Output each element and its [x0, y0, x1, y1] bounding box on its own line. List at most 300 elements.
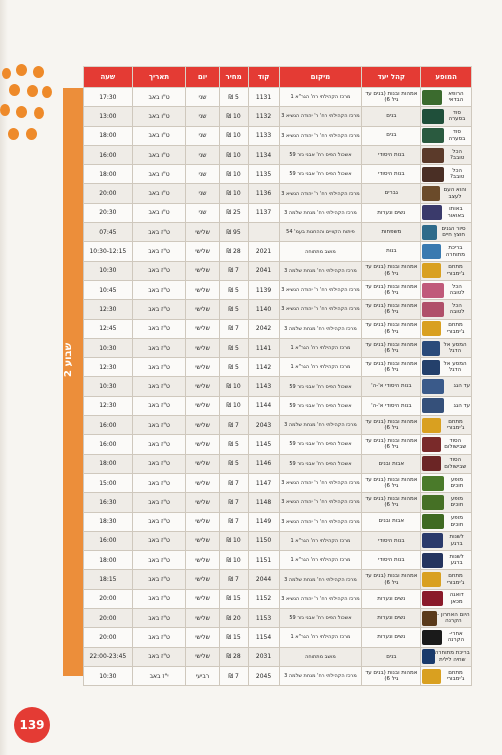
show-cell — [421, 454, 472, 473]
venue-cell: מרכז הקהילתי רח' ר' יהודה הנשיא 3 — [279, 493, 362, 512]
show-cell — [421, 242, 472, 261]
show-poster-thumbnail — [422, 514, 444, 529]
show-cell — [421, 145, 472, 164]
show-cell — [421, 628, 472, 647]
day-cell: שני — [186, 88, 219, 107]
price-cell: 10 ₪ — [219, 377, 248, 396]
audience-cell: אבות ובנים — [362, 512, 421, 531]
table-row — [84, 493, 472, 512]
code-cell: 2031 — [248, 647, 279, 666]
show-name: הכל טובב? — [449, 148, 465, 162]
code-cell: 1148 — [248, 493, 279, 512]
time-cell: 16:00 — [84, 435, 133, 454]
show-name: הסוד שבישולום — [444, 457, 467, 470]
day-cell: רביעי — [186, 666, 219, 685]
time-cell: 18:00 — [84, 165, 133, 184]
date-cell: ט"ז באב — [132, 396, 186, 415]
show-name: והוא העם לעצב — [443, 187, 467, 200]
time-cell: 16:30 — [84, 493, 133, 512]
code-cell: 1136 — [248, 184, 279, 203]
show-cell — [421, 338, 472, 357]
price-cell: 95 ₪ — [219, 223, 248, 242]
venue-cell: מרכז הקהילתי רח' ר' יהודה הנשיא 3 — [279, 512, 362, 531]
code-cell: 2043 — [248, 416, 279, 435]
time-cell: 10:30 — [84, 377, 133, 396]
audience-cell: בנים — [362, 126, 421, 145]
time-cell: 20:00 — [84, 628, 133, 647]
show-cell — [421, 570, 472, 589]
show-name: מתחם ג'ימבורי — [446, 264, 465, 277]
column-header: המופע — [421, 67, 472, 88]
table-row — [84, 628, 472, 647]
code-cell: 1145 — [248, 435, 279, 454]
audience-cell: בנים — [362, 647, 421, 666]
day-cell: שלישי — [186, 223, 219, 242]
date-cell: ט"ז באב — [132, 280, 186, 299]
time-cell: 12:30 — [84, 300, 133, 319]
show-poster-thumbnail — [422, 186, 440, 201]
day-cell: שלישי — [186, 242, 219, 261]
audience-cell: אמהות ובנות (בנים עד גיל 6) — [362, 280, 421, 299]
venue-cell: מרכז הקהילתי רח' הגר"א 1 — [279, 88, 362, 107]
show-poster-thumbnail — [422, 283, 444, 298]
audience-cell: אמהות ובנות (בנים עד גיל 6) — [362, 338, 421, 357]
price-cell: 7 ₪ — [219, 319, 248, 338]
show-poster-thumbnail — [422, 244, 440, 259]
venue-cell: אשכול הפיס רח' אבני נזר 59 — [279, 165, 362, 184]
table-body — [84, 88, 472, 686]
code-cell: 1143 — [248, 377, 279, 396]
show-name: הכל לטובה — [449, 302, 465, 316]
table-row — [84, 107, 472, 126]
show-name: מתחם ג'ימבורי — [446, 418, 465, 432]
price-cell: 5 ₪ — [219, 280, 248, 299]
day-cell: שלישי — [186, 531, 219, 550]
price-cell: 5 ₪ — [219, 454, 248, 473]
show-poster-thumbnail — [422, 495, 444, 510]
price-cell: 10 ₪ — [219, 126, 248, 145]
day-cell: שלישי — [186, 416, 219, 435]
day-cell: שלישי — [186, 493, 219, 512]
time-cell: 18:00 — [84, 454, 133, 473]
dot — [16, 106, 27, 118]
dot — [0, 104, 10, 116]
venue-cell: מרכז הקהילתי רח' ר' יהודה הנשיא 3 — [279, 473, 362, 492]
decorative-dots — [0, 60, 60, 180]
venue-cell: מרכז הקהילתי רח' מנחת שלמה 3 — [279, 416, 362, 435]
show-name: מתחם ג'ימבורי — [446, 322, 465, 335]
date-cell: ט"ז באב — [132, 319, 186, 338]
show-cell — [421, 223, 472, 242]
show-name: עד הגג — [453, 383, 470, 390]
audience-cell: גברים — [362, 184, 421, 203]
table-row — [84, 377, 472, 396]
show-cell — [421, 358, 472, 377]
date-cell: ט"ז באב — [132, 454, 186, 473]
code-cell: 2021 — [248, 242, 279, 261]
audience-cell: אמהות ובנות (בנים עד גיל 6) — [362, 319, 421, 338]
show-poster-thumbnail — [422, 263, 441, 278]
table-row — [84, 609, 472, 628]
time-cell: 20:30 — [84, 203, 133, 222]
day-cell: שלישי — [186, 300, 219, 319]
show-poster-thumbnail — [422, 649, 434, 664]
price-cell: 28 ₪ — [219, 647, 248, 666]
date-cell: ט"ז באב — [132, 300, 186, 319]
column-header: קהל יעד — [362, 67, 421, 88]
code-cell: 1147 — [248, 473, 279, 492]
day-cell: שני — [186, 107, 219, 126]
audience-cell: נשים ונערות — [362, 589, 421, 608]
table-row — [84, 435, 472, 454]
audience-cell: אמהות ובנות (בנים עד גיל 6) — [362, 261, 421, 280]
show-poster-thumbnail — [422, 476, 444, 491]
week-label: שבוע 2 — [63, 342, 74, 378]
code-cell: 1133 — [248, 126, 279, 145]
venue-cell: אשכול הפיס רח' אבני נזר 59 — [279, 435, 362, 454]
day-cell: שלישי — [186, 261, 219, 280]
day-cell: שני — [186, 203, 219, 222]
day-cell: שלישי — [186, 454, 219, 473]
code-cell: 2041 — [248, 261, 279, 280]
date-cell: ט"ו באב — [132, 88, 186, 107]
show-poster-thumbnail — [422, 591, 443, 606]
code-cell: 1134 — [248, 145, 279, 164]
code-cell: 2045 — [248, 666, 279, 685]
show-poster-thumbnail — [422, 205, 441, 220]
price-cell: 10 ₪ — [219, 531, 248, 550]
show-name: מתחם ג'ימבורי — [446, 669, 465, 683]
show-cell — [421, 107, 472, 126]
price-cell: 7 ₪ — [219, 473, 248, 492]
venue-cell: מרכז הקהילתי רח' הגר"א 1 — [279, 551, 362, 570]
day-cell: שלישי — [186, 512, 219, 531]
time-cell: 10:30 — [84, 338, 133, 357]
venue-cell: מרכז הקהילתי רח' הגר"א 1 — [279, 358, 362, 377]
dot — [26, 128, 37, 140]
day-cell: שלישי — [186, 570, 219, 589]
venue-cell: מרכז הקהילתי רח' מנחת שלמה 3 — [279, 666, 362, 685]
show-poster-thumbnail — [422, 148, 444, 163]
show-cell — [421, 551, 472, 570]
venue-cell: מרכז הקהילתי רח' ר' יהודה הנשיא 3 — [279, 184, 362, 203]
venue-cell: מושב מתתוחה — [279, 647, 362, 666]
show-name: הסוד שבישולום — [444, 437, 467, 451]
venue-cell: מרכז הקהילתי רח' ר' יהודה הנשיא 3 — [279, 107, 362, 126]
table-row — [84, 338, 472, 357]
audience-cell: בנות היסודי א'-ה' — [362, 396, 421, 415]
venue-cell: מרכז הקהילתי רח' ר' יהודה הנשיא 3 — [279, 126, 362, 145]
table-row — [84, 454, 472, 473]
venue-cell: פיתוח הקוויים וההחנות בעמ' 54 — [279, 223, 362, 242]
day-cell: שלישי — [186, 280, 219, 299]
show-cell — [421, 512, 472, 531]
dot — [33, 66, 44, 78]
time-cell: 10:45 — [84, 280, 133, 299]
date-cell: ט"ו באב — [132, 145, 186, 164]
price-cell: 15 ₪ — [219, 589, 248, 608]
show-cell — [421, 126, 472, 145]
audience-cell: אמהות ובנות (בנים עד גיל 6) — [362, 300, 421, 319]
show-poster-thumbnail — [422, 418, 441, 433]
audience-cell: אמהות ובנות (בנים עד גיל 6) — [362, 473, 421, 492]
code-cell: 1152 — [248, 589, 279, 608]
date-cell: ט"ז באב — [132, 512, 186, 531]
audience-cell: אמהות ובנות (בנים עד גיל 6) — [362, 570, 421, 589]
code-cell: 1137 — [248, 203, 279, 222]
venue-cell: אשכול הפיס רח' אבני נזר 59 — [279, 396, 362, 415]
audience-cell: בנות היסודי — [362, 551, 421, 570]
show-cell — [421, 473, 472, 492]
date-cell: ט"ז באב — [132, 223, 186, 242]
dot — [16, 64, 27, 76]
column-header: קוד — [248, 67, 279, 88]
venue-cell: מרכז הקהילתי רח' הגר"א 1 — [279, 628, 362, 647]
code-cell: 1139 — [248, 280, 279, 299]
time-cell: 18:15 — [84, 570, 133, 589]
day-cell: שלישי — [186, 435, 219, 454]
table-row — [84, 184, 472, 203]
day-cell: שלישי — [186, 358, 219, 377]
show-name: סיור הגנים חוצץ חיים — [441, 225, 466, 239]
venue-cell: מרכז הקהילתי רח' מנחת שלמה 3 — [279, 261, 362, 280]
time-cell: 15:00 — [84, 473, 133, 492]
audience-cell: בנות — [362, 242, 421, 261]
audience-cell: אמהות ובנות (בנים עד גיל 6) — [362, 666, 421, 685]
venue-cell: מרכז הקהילתי רח' מנחת שלמה 3 — [279, 203, 362, 222]
venue-cell: מרכז הקהילתי רח' מנחת שלמה 3 — [279, 570, 362, 589]
table-row — [84, 300, 472, 319]
show-name: הכל לטובה — [449, 283, 465, 297]
show-poster-thumbnail — [422, 341, 440, 356]
show-cell — [421, 165, 472, 184]
date-cell: ט"ז באב — [132, 261, 186, 280]
column-header: מיקום — [279, 67, 362, 88]
date-cell: ט"ז באב — [132, 338, 186, 357]
table-row — [84, 473, 472, 492]
code-cell: 1141 — [248, 338, 279, 357]
show-poster-thumbnail — [422, 572, 441, 587]
time-cell: 13:00 — [84, 107, 133, 126]
date-cell: ט"ז באב — [132, 531, 186, 550]
venue-cell: מרכז הקהילתי רח' הגר"א 1 — [279, 531, 362, 550]
audience-cell: בנים — [362, 107, 421, 126]
date-cell: ט"ו באב — [132, 126, 186, 145]
day-cell: שלישי — [186, 396, 219, 415]
show-name: סוד בסערה — [448, 129, 466, 142]
table-row — [84, 242, 472, 261]
price-cell: 5 ₪ — [219, 358, 248, 377]
date-cell: ט"ז באב — [132, 473, 186, 492]
venue-cell: אשכול הפיס רח' אבני נזר 59 — [279, 454, 362, 473]
date-cell: ט"ז באב — [132, 377, 186, 396]
page-number: 139 — [19, 718, 45, 732]
code-cell: 1142 — [248, 358, 279, 377]
audience-cell: נשים ונערות — [362, 609, 421, 628]
time-cell: 10:30-12:15 — [84, 242, 133, 261]
audience-cell: אמהות ובנות (בנים עד גיל 6) — [362, 88, 421, 107]
date-cell: ט"ו באב — [132, 203, 186, 222]
show-cell — [421, 666, 472, 685]
show-name: לשנות ברגע — [449, 553, 464, 567]
dot — [42, 86, 52, 98]
venue-cell: מרכז הקהילתי רח' מנחת שלמה 3 — [279, 319, 362, 338]
code-cell: 1150 — [248, 531, 279, 550]
code-cell: 1153 — [248, 609, 279, 628]
date-cell: ט"ז באב — [132, 435, 186, 454]
code-cell: 1146 — [248, 454, 279, 473]
show-name: המסע אל הדגל — [443, 341, 467, 354]
day-cell: שלישי — [186, 628, 219, 647]
table-row — [84, 88, 472, 107]
show-cell — [421, 531, 472, 550]
show-poster-thumbnail — [422, 437, 440, 452]
show-poster-thumbnail — [422, 398, 444, 413]
dot — [27, 85, 38, 97]
show-name: בריכת מתוחרה שחיה לילית — [434, 650, 470, 663]
table-row — [84, 145, 472, 164]
time-cell: 17:30 — [84, 88, 133, 107]
audience-cell: בנות היסודי — [362, 165, 421, 184]
show-cell — [421, 416, 472, 435]
table-row — [84, 551, 472, 570]
show-poster-thumbnail — [422, 669, 441, 684]
code-cell: 1144 — [248, 396, 279, 415]
code-cell: 1154 — [248, 628, 279, 647]
price-cell: 10 ₪ — [219, 107, 248, 126]
show-cell — [421, 203, 472, 222]
time-cell: 20:00 — [84, 609, 133, 628]
price-cell: 10 ₪ — [219, 165, 248, 184]
table-row — [84, 666, 472, 685]
table-row — [84, 203, 472, 222]
show-name: המסע אל הדגל — [443, 360, 467, 374]
dot — [8, 128, 19, 140]
day-cell: שני — [186, 165, 219, 184]
show-poster-thumbnail — [422, 225, 437, 240]
show-cell — [421, 377, 472, 396]
show-name: הכל טובב? — [449, 167, 465, 181]
day-cell: שלישי — [186, 589, 219, 608]
time-cell: 16:00 — [84, 416, 133, 435]
time-cell: 16:00 — [84, 145, 133, 164]
price-cell: 7 ₪ — [219, 512, 248, 531]
table-row — [84, 358, 472, 377]
price-cell: 28 ₪ — [219, 242, 248, 261]
price-cell: 10 ₪ — [219, 184, 248, 203]
show-name: עד הגג — [453, 402, 470, 409]
price-cell: 10 ₪ — [219, 551, 248, 570]
time-cell: 18:00 — [84, 551, 133, 570]
audience-cell: אמהות ובנות (בנים עד גיל 6) — [362, 435, 421, 454]
table-row — [84, 396, 472, 415]
column-header: מחיר — [219, 67, 248, 88]
code-cell: 1135 — [248, 165, 279, 184]
audience-cell: אמהות ובנות (בנים עד גיל 6) — [362, 416, 421, 435]
table-header-row — [84, 67, 472, 88]
show-name: בריכת מתוחרה — [445, 245, 465, 258]
audience-cell: אמהות ובנות (בנים עד גיל 6) — [362, 493, 421, 512]
time-cell: 18:30 — [84, 512, 133, 531]
day-cell: שני — [186, 145, 219, 164]
show-name: היום האחרון - הקרנה — [437, 611, 470, 625]
dot — [2, 68, 11, 79]
price-cell: 7 ₪ — [219, 261, 248, 280]
date-cell: ט"ז באב — [132, 551, 186, 570]
code-cell — [248, 223, 279, 242]
code-cell: 1151 — [248, 551, 279, 570]
audience-cell: בנות היסודי — [362, 531, 421, 550]
show-cell — [421, 609, 472, 628]
audience-cell: אבות ובנים — [362, 454, 421, 473]
venue-cell: אשכול הפיס רח' אבני נזר 59 — [279, 145, 362, 164]
show-poster-thumbnail — [422, 611, 436, 626]
show-poster-thumbnail — [422, 533, 443, 548]
show-cell — [421, 396, 472, 415]
date-cell: ט"ז באב — [132, 416, 186, 435]
dot — [9, 84, 20, 96]
schedule-table — [83, 66, 472, 686]
audience-cell: נשים ונערות — [362, 203, 421, 222]
time-cell: 12:30 — [84, 358, 133, 377]
code-cell: 1149 — [248, 512, 279, 531]
day-cell: שלישי — [186, 473, 219, 492]
column-header: יום — [186, 67, 219, 88]
show-poster-thumbnail — [422, 321, 441, 336]
show-poster-thumbnail — [422, 90, 442, 105]
column-header: שעה — [84, 67, 133, 88]
time-cell: 12:45 — [84, 319, 133, 338]
audience-cell: בנות היסודי — [362, 145, 421, 164]
date-cell: ט"ז באב — [132, 647, 186, 666]
price-cell: 5 ₪ — [219, 435, 248, 454]
table-row — [84, 512, 472, 531]
show-cell — [421, 300, 472, 319]
day-cell: שלישי — [186, 338, 219, 357]
date-cell: ט"ז באב — [132, 242, 186, 261]
time-cell: 18:00 — [84, 126, 133, 145]
show-name: מופע חוכים — [450, 515, 464, 528]
price-cell: 7 ₪ — [219, 666, 248, 685]
table-row — [84, 416, 472, 435]
date-cell: ט"ו באב — [132, 184, 186, 203]
code-cell: 2042 — [248, 319, 279, 338]
table-row — [84, 223, 472, 242]
date-cell: י"ז באב — [132, 666, 186, 685]
show-name: הרופא הבדאי — [448, 90, 464, 104]
day-cell: שני — [186, 126, 219, 145]
show-poster-thumbnail — [422, 128, 444, 143]
day-cell: שלישי — [186, 377, 219, 396]
date-cell: ט"ו באב — [132, 107, 186, 126]
price-cell: 5 ₪ — [219, 338, 248, 357]
venue-cell: מרכז הקהילתי רח' ר' יהודה הנשיא 3 — [279, 280, 362, 299]
show-poster-thumbnail — [422, 302, 444, 317]
day-cell: שלישי — [186, 647, 219, 666]
show-cell — [421, 261, 472, 280]
audience-cell: משפחות — [362, 223, 421, 242]
time-cell: 10:30 — [84, 666, 133, 685]
time-cell: 20:00 — [84, 589, 133, 608]
date-cell: ט"ז באב — [132, 493, 186, 512]
price-cell: 15 ₪ — [219, 628, 248, 647]
price-cell: 10 ₪ — [219, 145, 248, 164]
venue-cell: מושב מתתוחה — [279, 242, 362, 261]
price-cell: 7 ₪ — [219, 493, 248, 512]
code-cell: 1131 — [248, 88, 279, 107]
table-row — [84, 126, 472, 145]
venue-cell: אשכול הפיס רח' אבני נזר 59 — [279, 377, 362, 396]
